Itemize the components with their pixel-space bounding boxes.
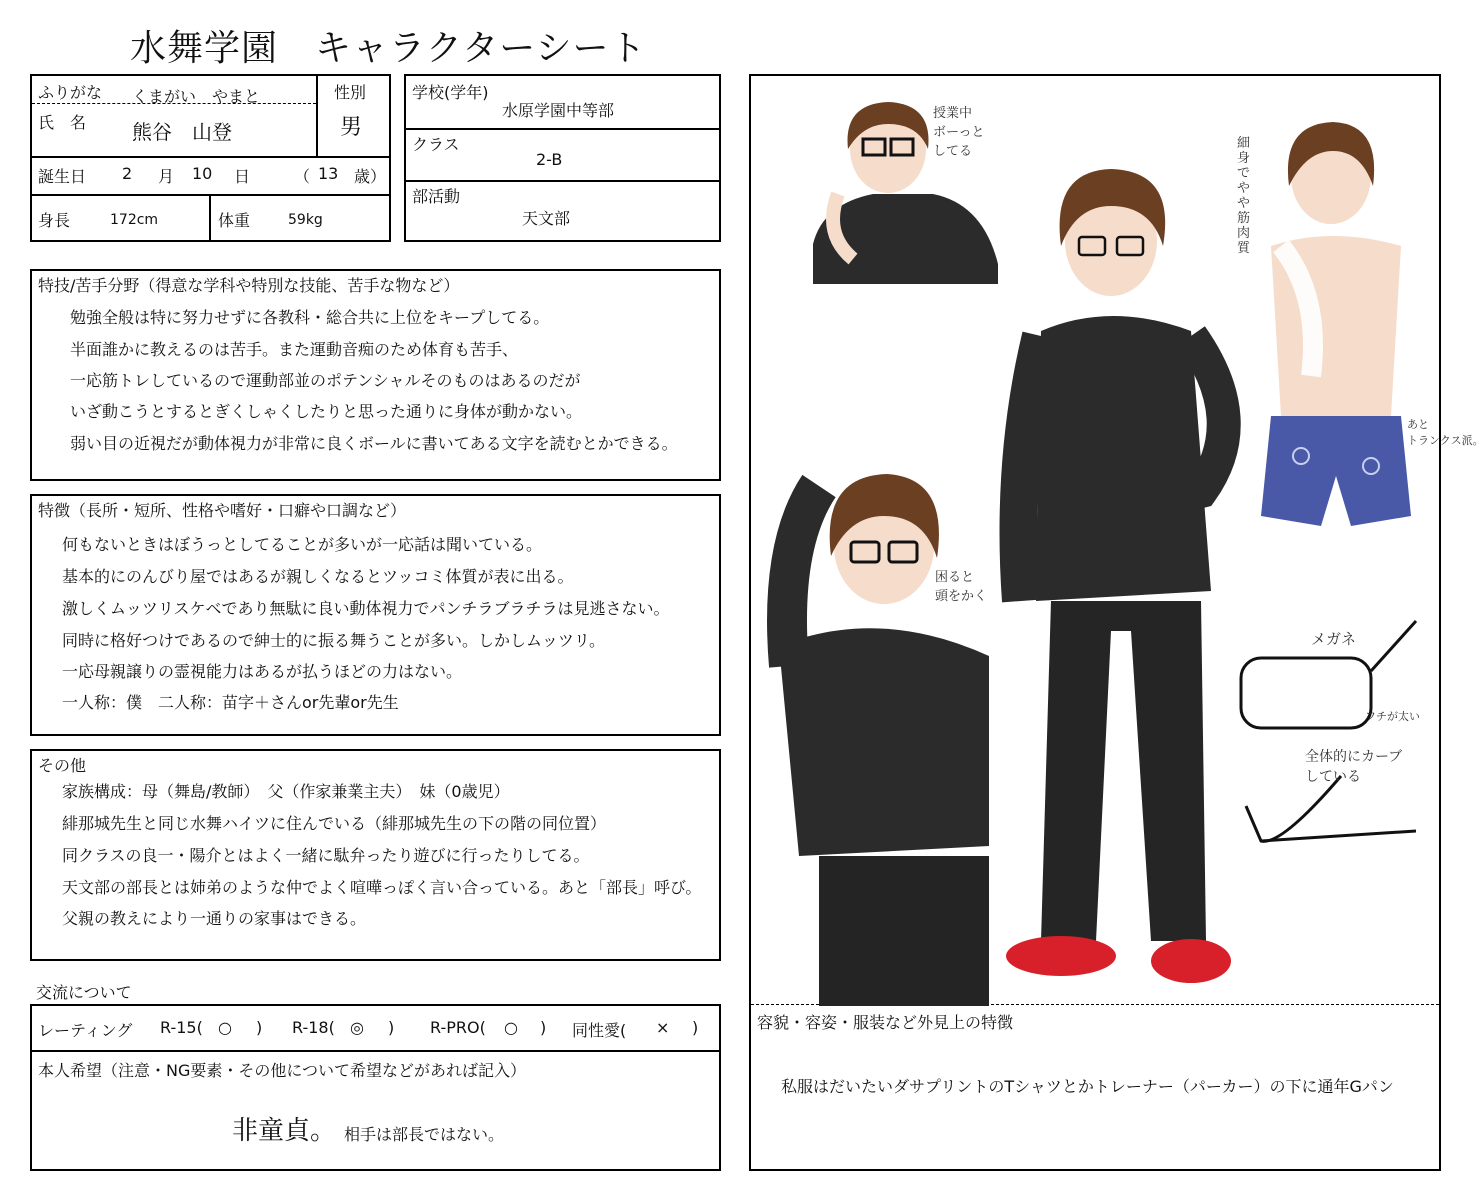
gender-value: 男: [340, 115, 363, 140]
height-label: 身長: [38, 211, 71, 230]
school-value: 水原学園中等部: [502, 101, 615, 120]
age-label: 歳）: [354, 167, 387, 186]
r15-label: R-15(: [160, 1018, 203, 1037]
wish-small: 相手は部長ではない。: [344, 1125, 505, 1144]
other-line: 家族構成：母（舞島/教師） 父（作家兼業主夫） 妹（0歳児）: [62, 782, 510, 801]
sketch-arm-raised-figure: [759, 466, 999, 1006]
r18-close: ): [388, 1018, 395, 1037]
rpro-label: R-PRO(: [430, 1018, 486, 1037]
traits-line: 同時に格好つけであるので紳士的に振る舞うことが多い。しかしムッツリ。: [62, 631, 606, 650]
club-value: 天文部: [522, 209, 571, 228]
same-sex-value: ×: [656, 1018, 670, 1037]
rpro-value: ○: [504, 1018, 518, 1037]
day-label: 日: [234, 167, 251, 186]
r15-value: ○: [218, 1018, 232, 1037]
traits-line: 一応母親譲りの霊視能力はあるが払うほどの力はない。: [62, 662, 463, 681]
month-label: 月: [158, 167, 175, 186]
appearance-title: 容貌・容姿・服装など外見上の特徴: [757, 1013, 1014, 1032]
sketch-shirtless-figure: [1241, 116, 1431, 546]
r18-value: ◎: [350, 1018, 364, 1037]
note-scratch-head: 困ると 頭をかく: [935, 570, 988, 604]
same-sex-close: ): [692, 1018, 699, 1037]
appearance-text: 私服はだいたいダサプリントのTシャツとかトレーナー（パーカー）の下に通年Gパン: [781, 1077, 1394, 1096]
note-thick-rim: フチが太い: [1365, 710, 1420, 723]
birth-day: 10: [192, 164, 213, 183]
note-slim: 細 身 で や や 筋 肉 質: [1237, 136, 1251, 256]
weight-label: 体重: [218, 211, 251, 230]
birth-month: 2: [122, 164, 133, 183]
skills-line: 弱い目の近視だが動体視力が非常に良くボールに書いてある文字を読むとかできる。: [70, 434, 678, 453]
wish-title: 本人希望（注意・NG要素・その他について希望などがあれば記入）: [38, 1061, 527, 1080]
same-sex-label: 同性愛(: [572, 1021, 627, 1040]
rating-label: レーティング: [38, 1021, 133, 1040]
skills-title: 特技/苦手分野（得意な学科や特別な技能、苦手な物など）: [38, 276, 460, 295]
weight-value: 59kg: [288, 212, 323, 228]
traits-line: 激しくムッツリスケベであり無駄に良い動体視力でパンチラブラチラは見逃さない。: [62, 599, 670, 618]
name-value: 熊谷 山登: [132, 120, 232, 144]
skills-line: 勉強全般は特に努力せずに各教科・総合共に上位をキープしてる。: [70, 308, 550, 327]
rpro-close: ): [540, 1018, 547, 1037]
skills-line: 半面誰かに教えるのは苦手。また運動音痴のため体育も苦手、: [70, 340, 519, 359]
note-glasses: メガネ: [1311, 630, 1357, 648]
illustration-panel: [749, 74, 1484, 1171]
note-curved: 全体的にカーブ している: [1305, 749, 1403, 785]
wish-big: 非童貞。: [232, 1116, 337, 1146]
traits-line: 一人称：僕 二人称：苗字＋さんor先輩or先生: [62, 693, 399, 712]
interaction-box: [30, 1004, 721, 1171]
age-open: （: [294, 167, 311, 186]
traits-title: 特徴（長所・短所、性格や嗜好・口癖や口調など）: [38, 501, 407, 520]
name-label: 氏 名: [38, 113, 87, 132]
club-label: 部活動: [412, 187, 461, 206]
gender-label: 性別: [334, 83, 367, 102]
birthday-label: 誕生日: [38, 167, 87, 186]
traits-box: [30, 494, 721, 736]
traits-line: 基本的にのんびり屋ではあるが親しくなるとツッコミ体質が表に出る。: [62, 567, 574, 586]
class-label: クラス: [412, 135, 460, 154]
other-line: 天文部の部長とは姉弟のような仲でよく喧嘩っぽく言い合っている。あと「部長」呼び。: [62, 878, 702, 897]
sheet-title: 水舞学園 キャラクターシート: [130, 28, 647, 69]
other-line: 緋那城先生と同じ水舞ハイツに住んでいる（緋那城先生の下の階の同位置）: [62, 814, 607, 833]
furigana-value: くまがい やまと: [132, 87, 261, 106]
profile-box: [30, 74, 391, 242]
other-title: その他: [38, 756, 87, 775]
other-line: 同クラスの良一・陽介とはよく一緒に駄弁ったり遊びに行ったりしてる。: [62, 846, 590, 865]
furigana-label: ふりがな: [38, 83, 103, 102]
traits-line: 何もないときはぼうっとしてることが多いが一応話は聞いている。: [62, 535, 543, 554]
r18-label: R-18(: [292, 1018, 335, 1037]
note-trunks: あと トランクス派。: [1407, 418, 1484, 447]
skills-line: いざ動こうとするとぎくしゃくしたりと思った通りに身体が動かない。: [70, 402, 583, 421]
r15-close: ): [256, 1018, 263, 1037]
skills-line: 一応筋トレしているので運動部並のポテンシャルそのものはあるのだが: [70, 371, 581, 390]
other-line: 父親の教えにより一通りの家事はできる。: [62, 909, 367, 928]
school-label: 学校(学年): [412, 83, 489, 102]
class-value: 2-B: [536, 150, 563, 169]
skills-box: [30, 269, 721, 481]
height-value: 172cm: [110, 212, 159, 228]
other-box: [30, 749, 721, 961]
interaction-heading: 交流について: [36, 983, 132, 1002]
school-box: [404, 74, 721, 242]
age-value: 13: [318, 164, 339, 183]
note-bored: 授業中 ボーっと してる: [933, 106, 985, 159]
